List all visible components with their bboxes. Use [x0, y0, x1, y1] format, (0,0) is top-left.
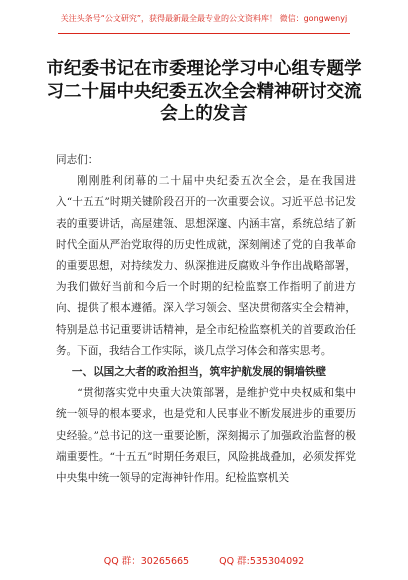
footer-qq-group-1: QQ 群：30265665 — [103, 556, 190, 567]
footer-contact — [0, 553, 408, 567]
title-line-2: 习二十届中央纪委五次全会精神研讨交流 — [46, 81, 362, 102]
salutation: 同志们： — [56, 154, 99, 166]
document-body — [56, 150, 356, 489]
title-line-3: 会上的发言 — [160, 104, 248, 124]
section-heading-1: 一、以国之大者的政治担当，筑牢护航发展的铜墙铁壁 — [71, 366, 327, 379]
promo-header-text: 关注头条号“公文研究”，获得最新最全最专业的公文资料库！ 微信：gongwenyj — [60, 14, 348, 23]
document-title — [40, 58, 368, 126]
paragraph-intro: 刚刚胜利闭幕的二十届中央纪委五次全会，是在我国进入“十五五”时期关键阶段召开的一次重要会议。习近平总书记发表的重要讲话，高屋建瓴、思想深邃、内涵丰富，系统总结了新时代全面从严治党取得的历史性成就，深刻阐述了党的自我革命的重要思想，对持续发力、纵深推进反腐败斗争作出战略部署，为我们做好当前和今后一个时期的纪检监察工作指明了前进方向、提供了根本遵循。深入学习领会、坚决贯彻落实全会精神，特别是总书记重要讲话精神，是全市纪检监察机关的首要政治任务。下面，我结合工作实际，谈几点学习体会和落实思考。 — [56, 175, 356, 357]
title-line-1: 市纪委书记在市委理论学习中心组专题学 — [46, 59, 362, 79]
header-divider — [58, 33, 350, 34]
footer-qq-group-2: QQ 群:535304092 — [219, 556, 305, 567]
promo-header — [0, 0, 408, 40]
paragraph-section-1: “贯彻落实党中央重大决策部署，是维护党中央权威和集中统一领导的根本要求，也是党和人民事业不断发展进步的重要历史经验。”总书记的这一重要论断，深刻揭示了加强政治监督的极端重要性。“十五五”时期任务艰巨，风险挑战叠加，必须发挥党中央集中统一领导的定海神针作用。纪检监察机关 — [56, 387, 356, 485]
